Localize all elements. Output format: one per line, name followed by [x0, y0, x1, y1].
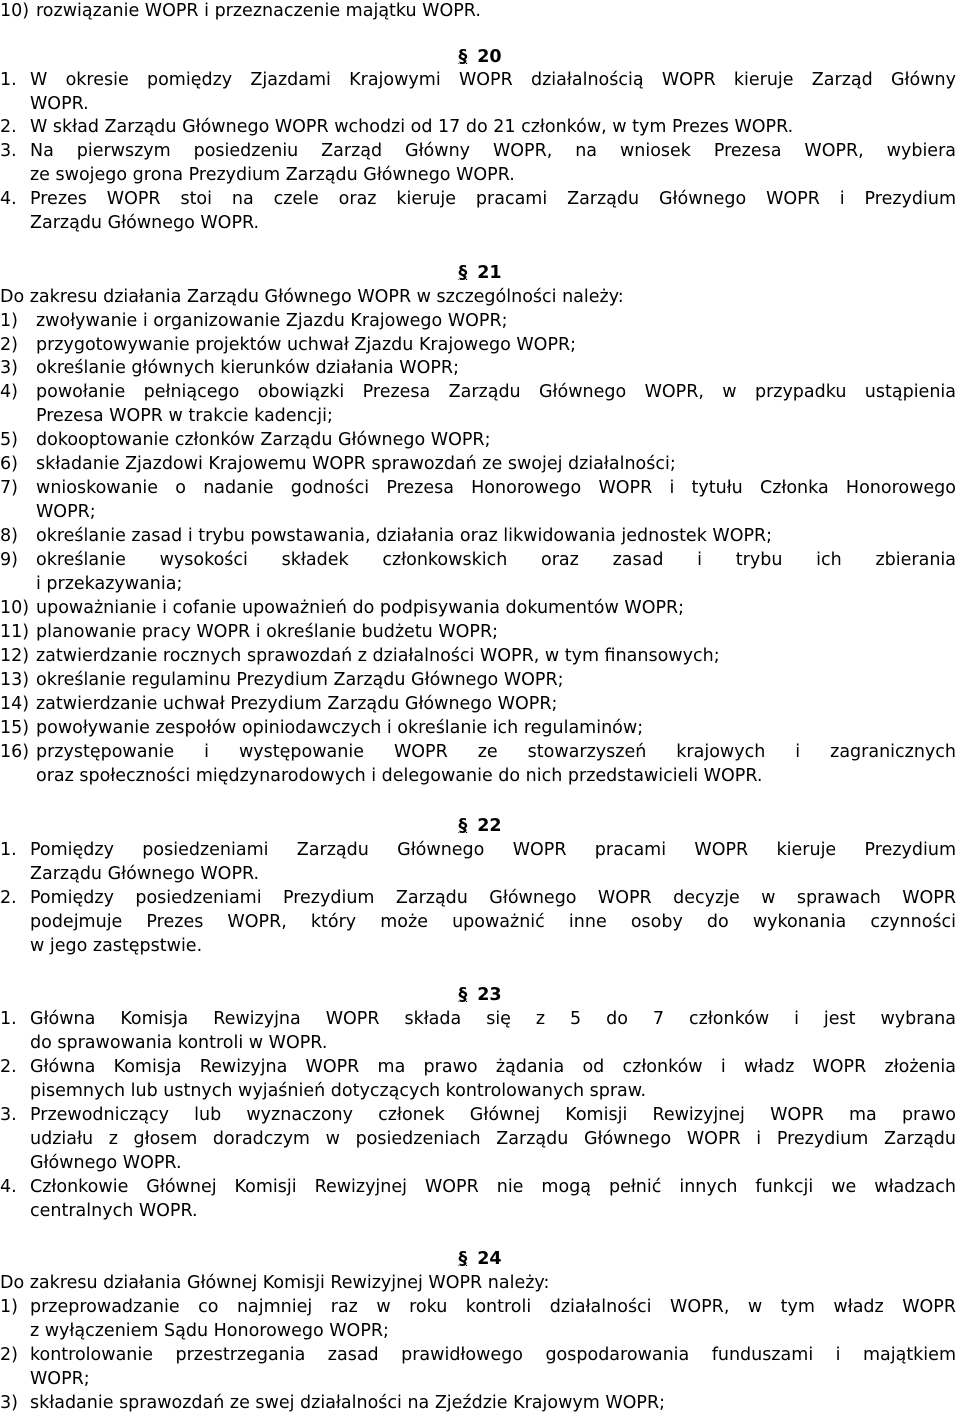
paragraph-text: Głównego WOPR. [30, 1153, 182, 1173]
list-item-continuation [0, 1320, 960, 1344]
item-number: 10) [0, 598, 30, 618]
paragraph-text: Prezes WOPR stoi na czele oraz kieruje pracami Zarządu Głównego WOPR i Prezydium [30, 189, 956, 209]
item-text: planowanie pracy WOPR i określanie budżetu WOPR; [36, 622, 499, 642]
paragraph-continuation [0, 1080, 960, 1104]
paragraph-text: Główna Komisja Rewizyjna WOPR składa się z 5 do 7 członków i jest wybrana [30, 1009, 956, 1029]
paragraph-text: Członkowie Głównej Komisji Rewizyjnej WOPR nie mogą pełnić innych funkcji we władzach [30, 1177, 956, 1197]
item-number: 10) [0, 1, 30, 21]
paragraph-number: 1. [0, 1009, 17, 1029]
section-sign: § [458, 816, 468, 836]
item-text: i przekazywania; [36, 574, 183, 594]
paragraph-text: udziału z głosem doradczym w posiedzeniach Zarządu Głównego WOPR i Prezydium Zarządu [30, 1129, 956, 1149]
paragraph-number: 3. [0, 1105, 17, 1125]
section-heading-23 [0, 984, 960, 1008]
item-text: składanie Zjazdowi Krajowemu WOPR sprawozdań ze swojej działalności; [36, 454, 676, 474]
list-item [0, 453, 960, 477]
paragraph-text: Pomiędzy posiedzeniami Zarządu Głównego WOPR pracami WOPR kieruje Prezydium [30, 840, 956, 860]
paragraph [0, 1008, 960, 1032]
item-number: 2) [0, 1345, 18, 1365]
paragraph-continuation [0, 863, 960, 887]
item-number: 14) [0, 694, 30, 714]
paragraph-text: pisemnych lub ustnych wyjaśnień dotyczących kontrolowanych spraw. [30, 1081, 647, 1101]
paragraph-text: centralnych WOPR. [30, 1201, 198, 1221]
paragraph-continuation [0, 1200, 960, 1224]
paragraph [0, 1104, 960, 1128]
list-item-continuation [0, 765, 960, 789]
paragraph-continuation [0, 1128, 960, 1152]
item-number: 3) [0, 358, 18, 378]
section-sign: § [458, 1249, 468, 1269]
item-number: 5) [0, 430, 18, 450]
list-item-continuation [0, 573, 960, 597]
paragraph-number: 1. [0, 840, 17, 860]
item-text: oraz społeczności międzynarodowych i delegowanie do nich przedstawicieli WOPR. [36, 766, 763, 786]
paragraph-text: Przewodniczący lub wyznaczony członek Głównej Komisji Rewizyjnej WOPR ma prawo [30, 1105, 956, 1125]
item-text: zwoływanie i organizowanie Zjazdu Krajowego WOPR; [36, 311, 508, 331]
item-number: 12) [0, 646, 30, 666]
paragraph-text: Główna Komisja Rewizyjna WOPR ma prawo żądania od członków i władz WOPR złożenia [30, 1057, 956, 1077]
paragraph-continuation [0, 93, 960, 117]
item-text: określanie regulaminu Prezydium Zarządu Głównego WOPR; [36, 670, 564, 690]
item-text: przystępowanie i występowanie WOPR ze stowarzyszeń krajowych i zagranicznych [36, 742, 956, 762]
item-number: 15) [0, 718, 30, 738]
item-text: wnioskowanie o nadanie godności Prezesa Honorowego WOPR i tytułu Członka Honorowego [36, 478, 956, 498]
paragraph-text: W skład Zarządu Głównego WOPR wchodzi od 17 do 21 członków, w tym Prezes WOPR. [30, 117, 794, 137]
paragraph-number: 2. [0, 1057, 17, 1077]
item-text: określanie wysokości składek członkowskich oraz zasad i trybu ich zbierania [36, 550, 956, 570]
item-number: 6) [0, 454, 18, 474]
item-text: zatwierdzanie uchwał Prezydium Zarządu Głównego WOPR; [36, 694, 558, 714]
section-sign: § [458, 47, 468, 67]
paragraph-text: ze swojego grona Prezydium Zarządu Głównego WOPR. [30, 165, 515, 185]
section-number: 22 [477, 816, 502, 836]
paragraph-continuation [0, 935, 960, 959]
list-item [0, 717, 960, 741]
item-text: kontrolowanie przestrzegania zasad prawidłowego gospodarowania funduszami i majątkiem [30, 1345, 956, 1365]
item-text: WOPR; [30, 1369, 90, 1389]
list-item-continuation [0, 405, 960, 429]
item-text: dokooptowanie członków Zarządu Głównego WOPR; [36, 430, 491, 450]
paragraph-number: 2. [0, 117, 17, 137]
item-number: 1) [0, 1297, 18, 1317]
section-number: 21 [477, 263, 502, 283]
item-number: 13) [0, 670, 30, 690]
item-number: 2) [0, 335, 18, 355]
paragraph-text: Zarządu Głównego WOPR. [30, 213, 260, 233]
item-number: 4) [0, 382, 18, 402]
paragraph-text: Na pierwszym posiedzeniu Zarząd Główny WOPR, na wniosek Prezesa WOPR, wybiera [30, 141, 956, 161]
item-number: 9) [0, 550, 18, 570]
item-text: rozwiązanie WOPR i przeznaczenie majątku WOPR. [36, 1, 481, 21]
section-number: 23 [477, 985, 502, 1005]
item-text: zatwierdzanie rocznych sprawozdań z działalności WOPR, w tym finansowych; [36, 646, 720, 666]
paragraph-text: W okresie pomiędzy Zjazdami Krajowymi WOPR działalnością WOPR kieruje Zarząd Główny [30, 70, 956, 90]
item-number: 16) [0, 742, 30, 762]
list-item [0, 381, 960, 405]
list-item [0, 693, 960, 717]
section-intro [0, 1272, 960, 1296]
paragraph-text: Pomiędzy posiedzeniami Prezydium Zarządu Głównego WOPR decyzje w sprawach WOPR [30, 888, 956, 908]
section-heading-22 [0, 815, 960, 839]
paragraph-continuation [0, 911, 960, 935]
paragraph [0, 140, 960, 164]
item-text: przeprowadzanie co najmniej raz w roku kontroli działalności WOPR, w tym władz WOPR [30, 1297, 956, 1317]
paragraph-number: 4. [0, 1177, 17, 1197]
list-item [0, 621, 960, 645]
item-text: przygotowywanie projektów uchwał Zjazdu Krajowego WOPR; [36, 335, 577, 355]
item-text: powołanie pełniącego obowiązki Prezesa Zarządu Głównego WOPR, w przypadku ustąpienia [36, 382, 956, 402]
paragraph [0, 116, 960, 140]
list-item [0, 1296, 960, 1320]
item-text: Prezesa WOPR w trakcie kadencji; [36, 406, 333, 426]
list-item [0, 334, 960, 358]
section-sign: § [458, 263, 468, 283]
item-number: 7) [0, 478, 18, 498]
paragraph [0, 1056, 960, 1080]
paragraph [0, 887, 960, 911]
item-number: 11) [0, 622, 30, 642]
item-text: upoważnianie i cofanie upoważnień do podpisywania dokumentów WOPR; [36, 598, 685, 618]
list-item-continuation [0, 501, 960, 525]
list-item [0, 741, 960, 765]
paragraph-continuation [0, 164, 960, 188]
list-item [0, 597, 960, 621]
list-item [0, 477, 960, 501]
list-item [0, 645, 960, 669]
paragraph-text: w jego zastępstwie. [30, 936, 203, 956]
paragraph [0, 839, 960, 863]
list-item [0, 525, 960, 549]
paragraph-text: podejmuje Prezes WOPR, który może upoważnić inne osoby do wykonania czynności [30, 912, 956, 932]
intro-text: Do zakresu działania Głównej Komisji Rewizyjnej WOPR należy: [0, 1273, 550, 1293]
paragraph [0, 69, 960, 93]
item-number: 1) [0, 311, 18, 331]
item-number: 3) [0, 1393, 18, 1413]
section-number: 20 [477, 47, 502, 67]
list-item [0, 429, 960, 453]
paragraph-text: Zarządu Głównego WOPR. [30, 864, 260, 884]
paragraph-number: 1. [0, 70, 17, 90]
paragraph [0, 1176, 960, 1200]
paragraph-number: 4. [0, 189, 17, 209]
section-sign: § [458, 985, 468, 1005]
intro-text: Do zakresu działania Zarządu Głównego WOPR w szczególności należy: [0, 287, 624, 307]
list-item [0, 1344, 960, 1368]
paragraph-continuation [0, 1032, 960, 1056]
item-text: określanie głównych kierunków działania WOPR; [36, 358, 459, 378]
paragraph-number: 2. [0, 888, 17, 908]
paragraph-continuation [0, 1152, 960, 1176]
section-heading-20 [0, 46, 960, 70]
section-number: 24 [477, 1249, 502, 1269]
section-intro [0, 286, 960, 310]
paragraph [0, 188, 960, 212]
list-item [0, 310, 960, 334]
item-text: określanie zasad i trybu powstawania, działania oraz likwidowania jednostek WOPR; [36, 526, 773, 546]
list-item [0, 357, 960, 381]
list-item-continuation [0, 1368, 960, 1392]
list-item [0, 549, 960, 573]
list-item [0, 669, 960, 693]
paragraph-continuation [0, 212, 960, 236]
item-text: powoływanie zespołów opiniodawczych i określanie ich regulaminów; [36, 718, 644, 738]
item-text: WOPR; [36, 502, 96, 522]
section-heading-24 [0, 1248, 960, 1272]
item-text: składanie sprawozdań ze swej działalności na Zjeździe Krajowym WOPR; [30, 1393, 666, 1413]
item-text: z wyłączeniem Sądu Honorowego WOPR; [30, 1321, 389, 1341]
paragraph-text: do sprawowania kontroli w WOPR. [30, 1033, 328, 1053]
paragraph-text: WOPR. [30, 94, 89, 114]
item-number: 8) [0, 526, 18, 546]
list-item [0, 0, 960, 24]
paragraph-number: 3. [0, 141, 17, 161]
section-heading-21 [0, 262, 960, 286]
list-item [0, 1392, 960, 1416]
